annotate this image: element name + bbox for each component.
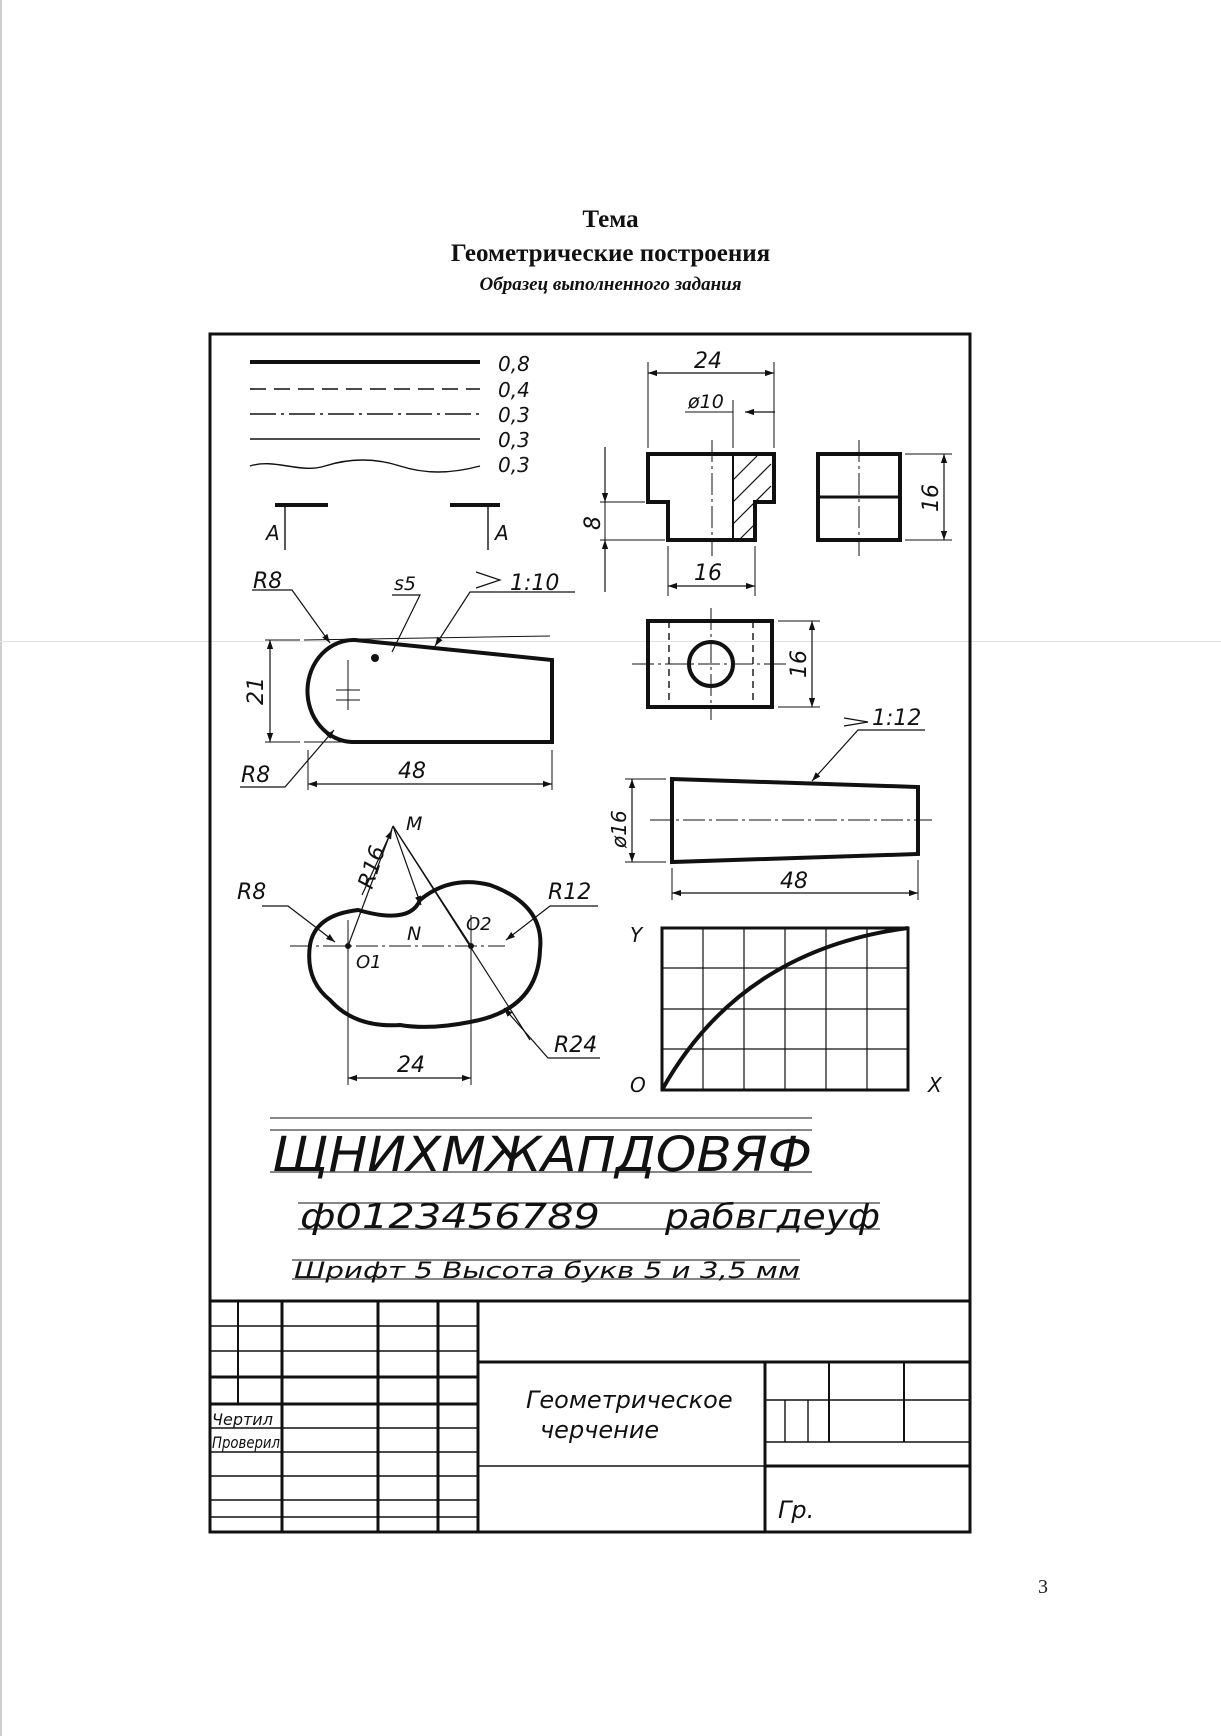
graph-y-label: Y (630, 923, 643, 947)
cam-point-n: N (407, 923, 422, 945)
line-weight-2: 0,4 (498, 378, 530, 402)
wedge-thickness: s5 (394, 573, 416, 595)
wedge-slope: 1:10 (510, 571, 560, 596)
font-sample-capitals: ЩНИХМЖАПДОВЯФ (272, 1127, 812, 1183)
cam-radius-12: R12 (548, 880, 592, 905)
line-type-samples (250, 362, 480, 472)
cam-drawing (262, 826, 600, 1085)
graph-origin: O (630, 1073, 646, 1097)
cam-center-1-label: O1 (356, 952, 382, 973)
section-marks (275, 505, 500, 550)
cam-point-m: M (406, 813, 423, 835)
wedge-center-dot (371, 654, 379, 662)
page-title: Геометрические построения (450, 240, 771, 267)
dim-bottom-width: 16 (694, 561, 722, 586)
graph-grid (662, 928, 908, 1090)
title-block-group: Гр. (778, 1496, 815, 1524)
section-mark-right: A (495, 521, 509, 545)
wedge-radius-bottom: R8 (241, 763, 271, 788)
dim-step: 8 (581, 516, 606, 530)
line-weight-1: 0,8 (498, 352, 530, 376)
font-sample-digits: ф0123456789 (300, 1197, 600, 1237)
cam-center-2-label: O2 (466, 914, 492, 935)
drawing-name-line-1: Геометрическое (526, 1386, 733, 1414)
wedge-length: 48 (398, 759, 426, 784)
cam-radius-8: R8 (237, 880, 267, 905)
font-sample-lowercase: рабвгдеуф (663, 1197, 880, 1237)
dim-top-width: 24 (694, 349, 722, 374)
taper-length: 48 (780, 869, 808, 894)
cam-radius-16: R16 (353, 842, 392, 892)
cam-center-1 (345, 943, 351, 949)
dim-plan-height: 16 (787, 650, 812, 678)
taper-drawing (625, 718, 932, 900)
taper-diameter: ø16 (607, 810, 631, 848)
taper-ratio: 1:12 (872, 706, 922, 731)
line-weight-4: 0,3 (498, 428, 530, 452)
dim-side-height: 16 (919, 484, 944, 512)
line-weight-5: 0,3 (498, 453, 530, 477)
dim-bore: ø10 (688, 391, 724, 413)
wedge-radius-top: R8 (253, 569, 283, 594)
font-sample-caption: Шрифт 5 Высота букв 5 и 3,5 мм (294, 1259, 800, 1284)
title-block-checked: Проверил (212, 1433, 280, 1452)
page-subtitle: Образец выполненного задания (479, 274, 742, 295)
wedge-height: 21 (244, 677, 269, 705)
topic-heading: Тема (582, 206, 639, 233)
graph-x-label: X (928, 1073, 942, 1097)
drawing-name-line-2: черчение (540, 1416, 660, 1444)
page-number: 3 (1038, 1576, 1048, 1598)
cam-center-2 (468, 943, 474, 949)
cam-radius-24: R24 (554, 1033, 598, 1058)
wedge-drawing (240, 572, 575, 790)
cam-distance: 24 (397, 1053, 425, 1078)
line-weight-3: 0,3 (498, 403, 530, 427)
section-mark-left: A (266, 521, 280, 545)
title-block-drawn: Чертил (212, 1410, 273, 1429)
